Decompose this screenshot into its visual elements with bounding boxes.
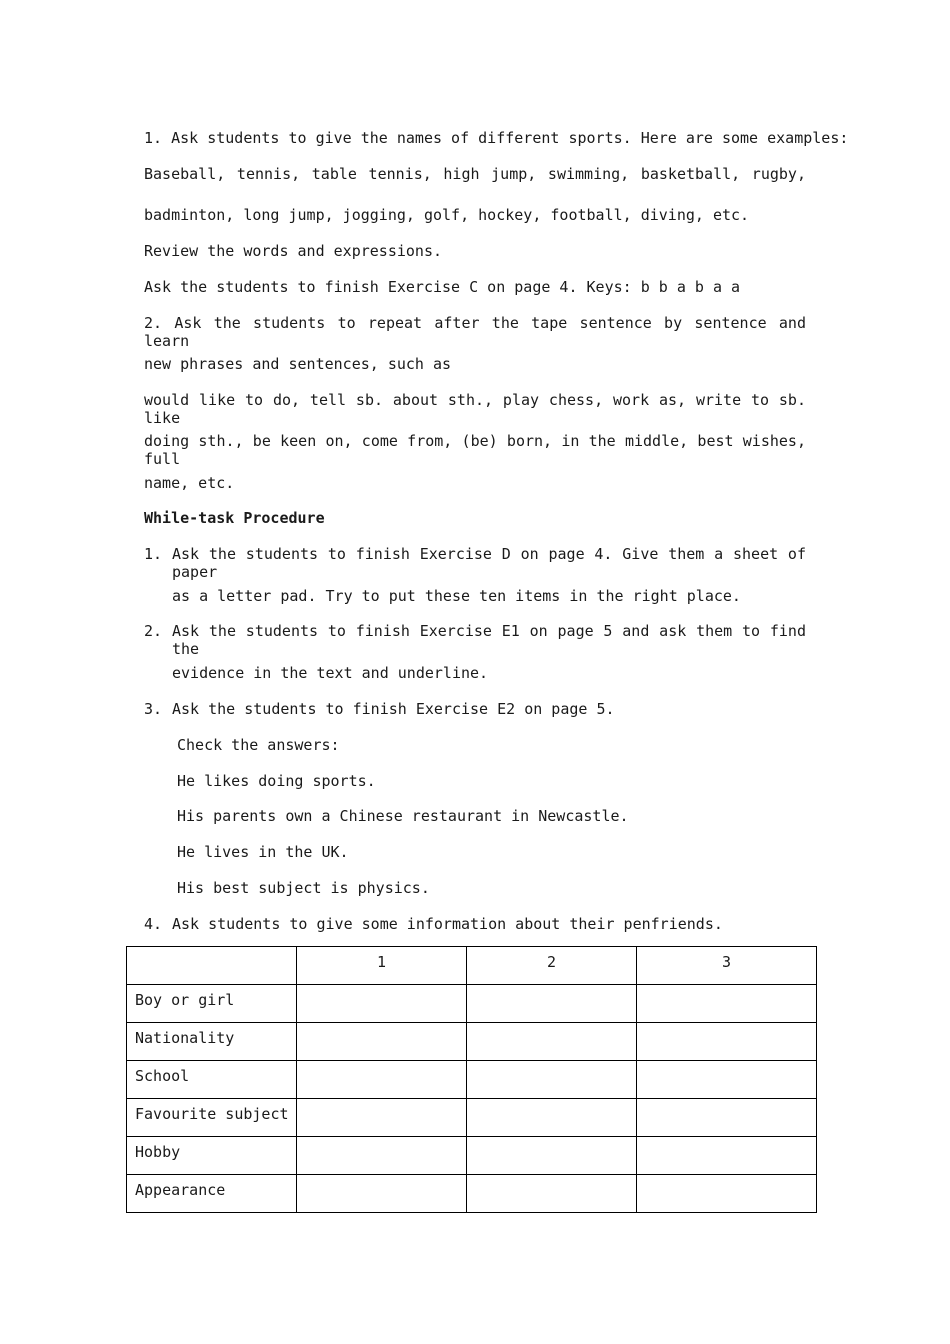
blank-cell [467,1061,637,1099]
table-header-cell: 2 [467,947,637,985]
row-label: School [127,1061,297,1099]
table-header-cell: 3 [637,947,817,985]
row-label: Appearance [127,1175,297,1213]
while-task-item-2-line-2: evidence in the text and underline. [172,664,489,682]
row-label: Favourite subject [127,1099,297,1137]
exercise-c-line: Ask the students to finish Exercise C on page 4. Keys: b b a b a a [144,278,741,296]
blank-cell [297,1175,467,1213]
blank-cell [467,1023,637,1061]
blank-cell [297,1061,467,1099]
table-header-cell [127,947,297,985]
while-task-item-3-number: 3. [144,700,163,718]
blank-cell [467,1175,637,1213]
blank-cell [297,1137,467,1175]
sports-list-line-2: badminton, long jump, jogging, golf, hockey, football, diving, etc. [144,206,750,224]
pre-task-item-1: 1. Ask students to give the names of different sports. Here are some examples: [144,129,849,147]
table-row [127,985,817,1023]
penfriend-info-table [126,946,817,1213]
blank-cell [637,985,817,1023]
answer-line: He likes doing sports. [177,772,376,790]
while-task-item-1-line-2: as a letter pad. Try to put these ten items in the right place. [172,587,741,605]
blank-cell [297,1023,467,1061]
while-task-item-1-line-1: Ask the students to finish Exercise D on page 4. Give them a sheet of paper [172,545,806,581]
blank-cell [637,1061,817,1099]
review-line: Review the words and expressions. [144,242,443,260]
while-task-item-4-text: Ask students to give some information about their penfriends. [172,915,723,933]
table-row [127,1099,817,1137]
row-label: Nationality [127,1023,297,1061]
blank-cell [467,985,637,1023]
table-header-row [127,947,817,985]
blank-cell [637,1137,817,1175]
pre-task-item-2-line-2: new phrases and sentences, such as [144,355,452,373]
while-task-item-3-line-1: Ask the students to finish Exercise E2 on page 5. [172,700,615,718]
answer-line: His best subject is physics. [177,879,430,897]
answer-line: His parents own a Chinese restaurant in Newcastle. [177,807,629,825]
while-task-heading: While-task Procedure [144,509,325,527]
phrases-line-2: doing sth., be keen on, come from, (be) born, in the middle, best wishes, full [144,432,806,468]
blank-cell [637,1175,817,1213]
pre-task-item-2-line-1: 2. Ask the students to repeat after the tape sentence by sentence and learn [144,314,806,350]
table-row [127,1137,817,1175]
phrases-line-1: would like to do, tell sb. about sth., play chess, work as, write to sb. like [144,391,806,427]
sports-list-line-1: Baseball, tennis, table tennis, high jump, swimming, basketball, rugby, [144,165,806,183]
blank-cell [637,1023,817,1061]
row-label: Hobby [127,1137,297,1175]
row-label: Boy or girl [127,985,297,1023]
table-header-cell: 1 [297,947,467,985]
blank-cell [467,1137,637,1175]
blank-cell [297,1099,467,1137]
blank-cell [297,985,467,1023]
blank-cell [467,1099,637,1137]
while-task-item-4-number: 4. [144,915,163,933]
while-task-item-2-number: 2. [144,622,163,640]
answer-line: Check the answers: [177,736,340,754]
answer-line: He lives in the UK. [177,843,349,861]
table-row [127,1061,817,1099]
table-row [127,1023,817,1061]
while-task-item-1-number: 1. [144,545,163,563]
while-task-item-2-line-1: Ask the students to finish Exercise E1 on page 5 and ask them to find the [172,622,806,658]
table-row [127,1175,817,1213]
blank-cell [637,1099,817,1137]
phrases-line-3: name, etc. [144,474,235,492]
